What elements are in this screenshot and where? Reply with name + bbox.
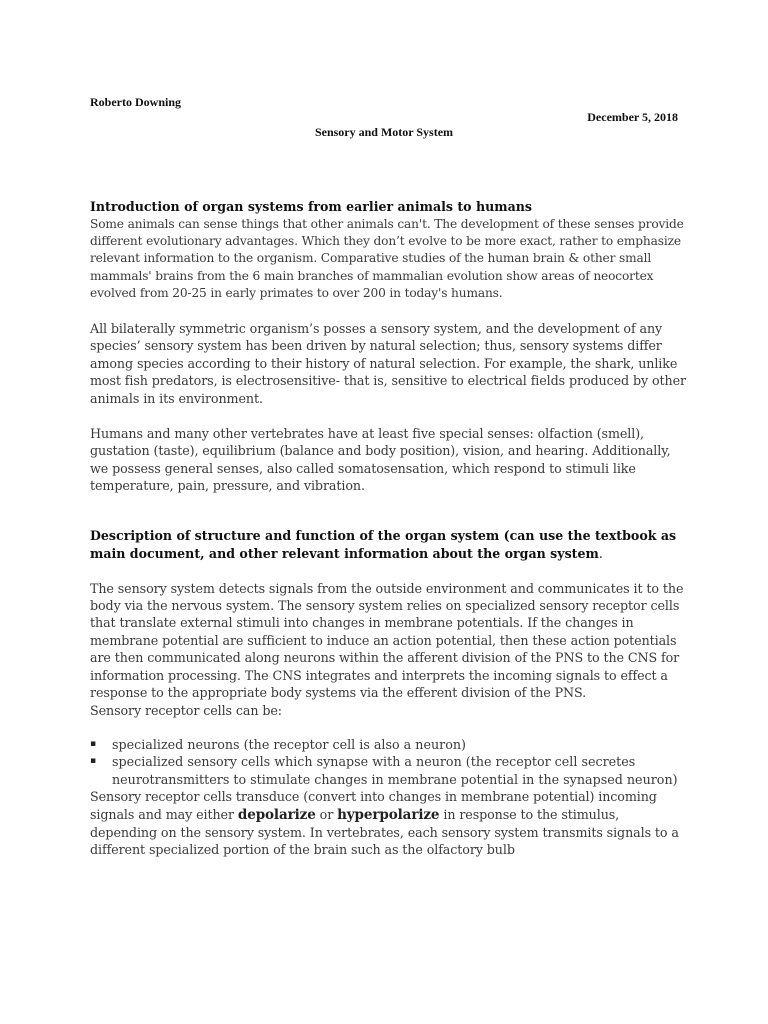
structure-heading-period: . bbox=[598, 545, 603, 561]
term-depolarize: depolarize bbox=[237, 806, 316, 823]
transduce-text-or: or bbox=[315, 806, 338, 822]
bullet-icon: ▪ bbox=[90, 738, 97, 749]
author-name: Roberto Downing bbox=[90, 95, 182, 109]
document-title: Sensory and Motor System bbox=[314, 125, 454, 139]
structure-heading-text: Description of structure and function of the organ system (can use the textbook as main document, and other relevant information about the organ system bbox=[90, 527, 677, 561]
section-heading-introduction: Introduction of organ systems from earlier animals to humans bbox=[90, 199, 533, 214]
list-item bbox=[90, 753, 690, 788]
receptor-cells-intro: Sensory receptor cells can be: bbox=[90, 702, 282, 718]
document-date: December 5, 2018 bbox=[587, 110, 678, 124]
receptor-cell-list bbox=[90, 736, 690, 788]
transduce-text-end: in response to the stimulus, depending on the sensory system. In vertebrates, each sensory system transmits signals to a different specialized portion of the brain such as the olfactory bulb bbox=[90, 806, 679, 858]
bilateral-paragraph: All bilaterally symmetric organism’s posses a sensory system, and the development of any species’ sensory system has been driven by natural selection; thus, sensory systems differ among species according to their history of natural selection. For example, the shark, unlike most fish predators, is electrosensitive- that is, sensitive to electrical fields produced by other animals in its environment. bbox=[90, 321, 686, 406]
section-heading-structure bbox=[90, 527, 690, 563]
term-hyperpolarize: hyperpolarize bbox=[337, 806, 440, 823]
bullet-icon: ▪ bbox=[90, 756, 97, 767]
transduce-paragraph bbox=[90, 788, 690, 859]
sensory-system-paragraph: The sensory system detects signals from the outside environment and communicates it to the body via the nervous system. The sensory system relies on specialized sensory receptor cells that translate external stimuli into changes in membrane potentials. If the changes in membrane potential are sufficient to induce an action potential, then these action potentials are then communicated along neurons within the afferent division of the PNS to the CNS for information processing. The CNS integrates and interprets the incoming signals to effect a response to the appropriate body systems via the efferent division of the PNS. bbox=[90, 580, 684, 701]
document-body bbox=[90, 198, 690, 859]
list-item-text: specialized neurons (the receptor cell is also a neuron) bbox=[112, 736, 466, 752]
intro-paragraph: Some animals can sense things that other animals can't. The development of these senses provide different evolutionary advantages. Which they don’t evolve to be more exact, rather to emphasize relevant information to the organism. Comparative studies of the human brain & other small mammals' brains from the 6 main branches of mammalian evolution show areas of neocortex evolved from 20-25 in early primates to over 200 in today's humans. bbox=[90, 217, 684, 300]
transduce-text-start: Sensory receptor cells transduce (convert into changes in membrane potential) incoming signals and may either bbox=[90, 789, 657, 822]
senses-paragraph: Humans and many other vertebrates have at least five special senses: olfaction (smell), gustation (taste), equilibrium (balance and body position), vision, and hearing. Additionally, we possess general senses, also called somatosensation, which respond to stimuli like temperature, pain, pressure, and vibration. bbox=[90, 426, 671, 494]
list-item-text: specialized sensory cells which synapse with a neuron (the receptor cell secretes neurotransmitters to stimulate changes in membrane potential in the synapsed neuron) bbox=[112, 754, 678, 787]
list-item bbox=[90, 736, 690, 753]
